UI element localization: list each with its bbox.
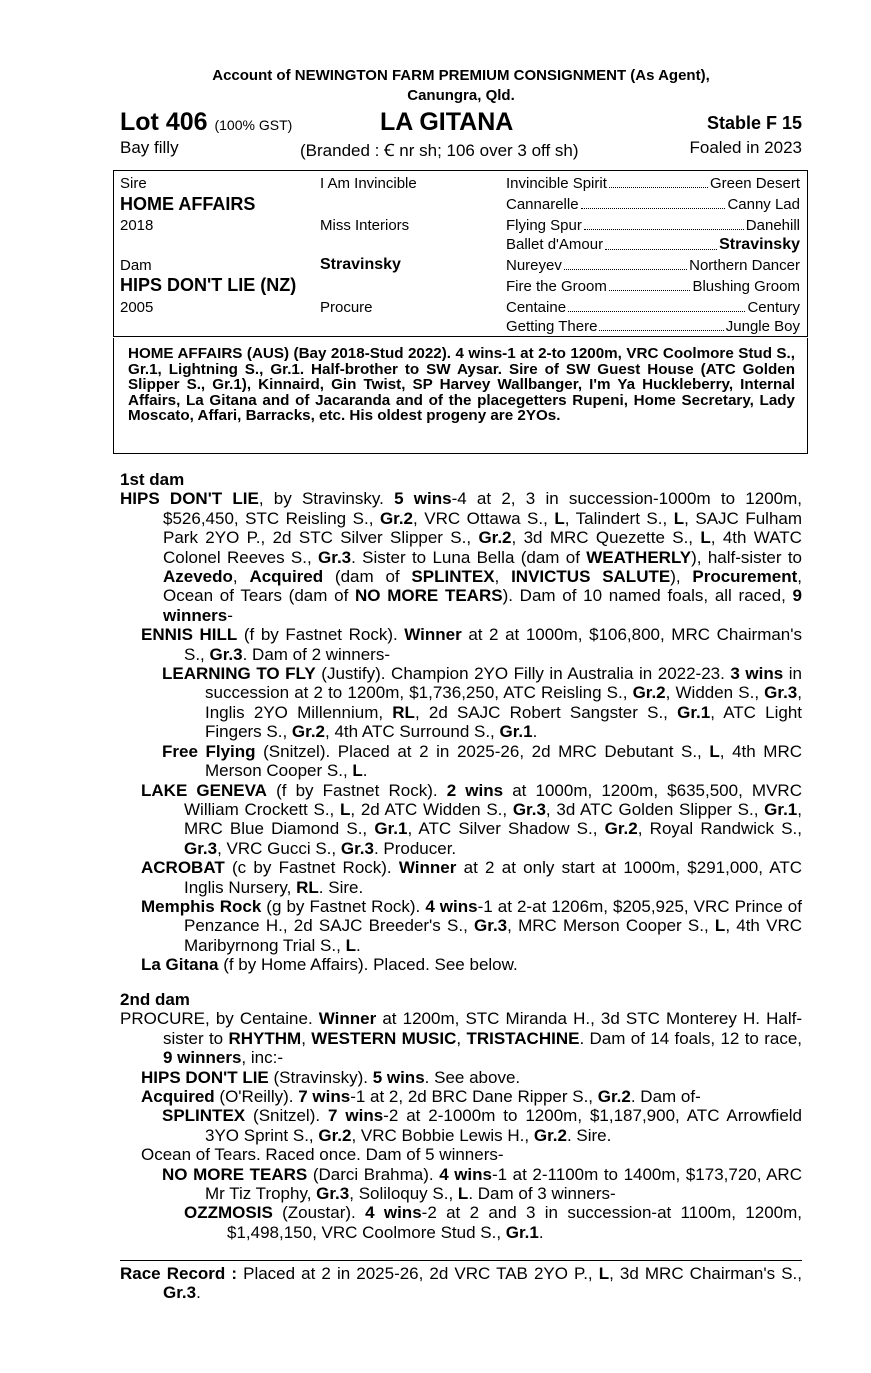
ancestor-row: Ballet d'Amour Stravinsky — [506, 236, 800, 253]
lot-line — [120, 108, 802, 138]
progeny-entry: HIPS DON'T LIE (Stravinsky). 5 wins. See above. — [141, 1067, 521, 1087]
ancestor-row: Flying Spur Danehill — [506, 217, 800, 234]
sire-summary: HOME AFFAIRS (AUS) (Bay 2018-Stud 2022). 4 wins-1 at 2-to 1200m, VRC Coolmore Stud S., Gr.1, Lightning S., Gr.1. Half-brother to SW Aysar. Sire of SW Guest House (ATC Golden Slipper S., Gr.1), Kinnaird, Gin Twist, SP Harvey Wallbanger, I'm Ya Huckleberry, Internal Affairs, La Gitana and of Jacaranda and of the placegetters Rupeni, Home Secretary, Lady Moscato, Affari, Barracks, etc. His oldest progeny are 2YOs. — [128, 345, 795, 424]
brand-description: (Branded : Ꞓ nr sh; 106 over 3 off sh) — [300, 141, 579, 160]
progeny-entry: Ocean of Tears. Raced once. Dam of 5 winners- — [141, 1145, 504, 1165]
ancestor-row: Centaine Century — [506, 299, 800, 316]
progeny-entry: LAKE GENEVA (f by Fastnet Rock). 2 wins at 1000m, 1200m, $635,500, MVRC William Crockett S., L, 2d ATC Widden S., Gr.3, 3d ATC Golden Slipper S., Gr.1, MRC Blue Diamond S., Gr.1, ATC Silver Shadow S., Gr.2, Royal Randwick S., Gr.3, VRC Gucci S., Gr.3. Producer. — [141, 780, 802, 858]
account-heading — [120, 66, 802, 106]
progeny-entry: NO MORE TEARS (Darci Brahma). 4 wins-1 at 2-1100m to 1400m, $173,720, ARC Mr Tiz Trophy, Gr.3, Soliloquy S., L. Dam of 3 winners- — [162, 1164, 802, 1204]
sire-name: HOME AFFAIRS — [120, 194, 256, 214]
gst-note: (100% GST) — [214, 117, 293, 133]
progeny-entry: SPLINTEX (Snitzel). 7 wins-2 at 2-1000m to 1200m, $1,187,900, ATC Arrowfield 3YO Sprint S., Gr.2, VRC Bobbie Lewis H., Gr.2. Sire. — [162, 1106, 803, 1145]
progeny-entry: ACROBAT (c by Fastnet Rock). Winner at 2 at only start at 1000m, $291,000, ATC Inglis Nursery, RL. Sire. — [141, 858, 802, 897]
sire-label: Sire — [120, 175, 147, 192]
progeny-entry: Memphis Rock (g by Fastnet Rock). 4 wins-1 at 2-at 1206m, $205,925, VRC Prince of Penzance H., 2d SAJC Breeder's S., Gr.3, MRC Merson Cooper S., L, 4th VRC Maribyrnong Trial S., L. — [141, 896, 803, 955]
progeny-entry: Free Flying (Snitzel). Placed at 2 in 2025-26, 2d MRC Debutant S., L, 4th MRC Merson Cooper S., L. — [162, 741, 802, 781]
sex-colour: Bay filly — [120, 138, 179, 157]
first-dam-heading: 1st dam — [120, 470, 185, 489]
pedigree-table — [113, 170, 808, 337]
progeny-entry: OZZMOSIS (Zoustar). 4 wins-2 at 2 and 3 in succession-at 1100m, 1200m, $1,498,150, VRC Coolmore Stud S., Gr.1. — [184, 1203, 803, 1242]
ancestor-row: Cannarelle Canny Lad — [506, 196, 800, 213]
sire-sire: I Am Invincible — [320, 175, 417, 192]
account-line-2: Canungra, Qld. — [407, 87, 515, 104]
dam-year: 2005 — [120, 299, 154, 316]
sire-year: 2018 — [120, 217, 154, 234]
dam-name: HIPS DON'T LIE (NZ) — [120, 275, 297, 295]
first-dam-section — [120, 470, 802, 975]
progeny-entry: LEARNING TO FLY (Justify). Champion 2YO Filly in Australia in 2022-23. 3 wins in succession at 2 to 1200m, $1,736,250, ATC Reisling S., Gr.2, Widden S., Gr.3, Inglis 2YO Millennium, RL, 2d SAJC Robert Sangster S., Gr.1, ATC Light Fingers S., Gr.2, 4th ATC Surround S., Gr.1. — [162, 664, 802, 742]
dam-sire: Stravinsky — [320, 256, 401, 273]
horse-name: LA GITANA — [380, 108, 514, 136]
dam-entry: PROCURE, by Centaine. Winner at 1200m, STC Miranda H., 3d STC Monterey H. Half-sister to RHYTHM, WESTERN MUSIC, TRISTACHINE. Dam of 14 foals, 12 to race, 9 winners, inc:- — [120, 1009, 803, 1068]
ancestor-row: Fire the Groom Blushing Groom — [506, 278, 800, 295]
ancestor-row: Getting There Jungle Boy — [506, 318, 800, 335]
ancestor-row: Nureyev Northern Dancer — [506, 257, 800, 274]
ancestor-row: Invincible Spirit Green Desert — [506, 175, 800, 192]
sire-dam: Miss Interiors — [320, 217, 410, 234]
dam-dam: Procure — [320, 299, 373, 316]
progeny-entry: ENNIS HILL (f by Fastnet Rock). Winner at 2 at 1000m, $106,800, MRC Chairman's S., Gr.3. Dam of 2 winners- — [141, 625, 803, 664]
dam-label: Dam — [120, 257, 152, 274]
race-record-section — [120, 1264, 802, 1303]
lot-number: Lot 406 (100% GST) — [120, 108, 293, 136]
sire-summary-box — [113, 338, 808, 454]
race-record: Race Record : Placed at 2 in 2025-26, 2d VRC TAB 2YO P., L, 3d MRC Chairman's S., Gr.3. — [120, 1264, 802, 1303]
dam-entry: HIPS DON'T LIE, by Stravinsky. 5 wins-4 at 2, 3 in succession-1000m to 1200m, $526,450, STC Reisling S., Gr.2, VRC Ottawa S., L, Talindert S., L, SAJC Fulham Park 2YO P., 2d STC Silver Slipper S., Gr.2, 3d MRC Quezette S., L, 4th WATC Colonel Reeves S., Gr.3. Sister to Luna Bella (dam of WEATHERLY), half-sister to Azevedo, Acquired (dam of SPLINTEX, INVICTUS SALUTE), Procurement, Ocean of Tears (dam of NO MORE TEARS). Dam of 10 named foals, all raced, 9 winners- — [120, 489, 803, 625]
divider — [120, 1260, 802, 1261]
progeny-entry: La Gitana (f by Home Affairs). Placed. See below. — [141, 955, 518, 975]
progeny-entry: Acquired (O'Reilly). 7 wins-1 at 2, 2d BRC Dane Ripper S., Gr.2. Dam of- — [141, 1087, 701, 1107]
stable-number: Stable F 15 — [706, 113, 802, 133]
account-line-1: Account of NEWINGTON FARM PREMIUM CONSIGNMENT (As Agent), — [212, 67, 710, 84]
second-dam-heading: 2nd dam — [120, 990, 190, 1009]
foaled-year: Foaled in 2023 — [689, 138, 802, 157]
second-dam-section — [120, 990, 802, 1242]
